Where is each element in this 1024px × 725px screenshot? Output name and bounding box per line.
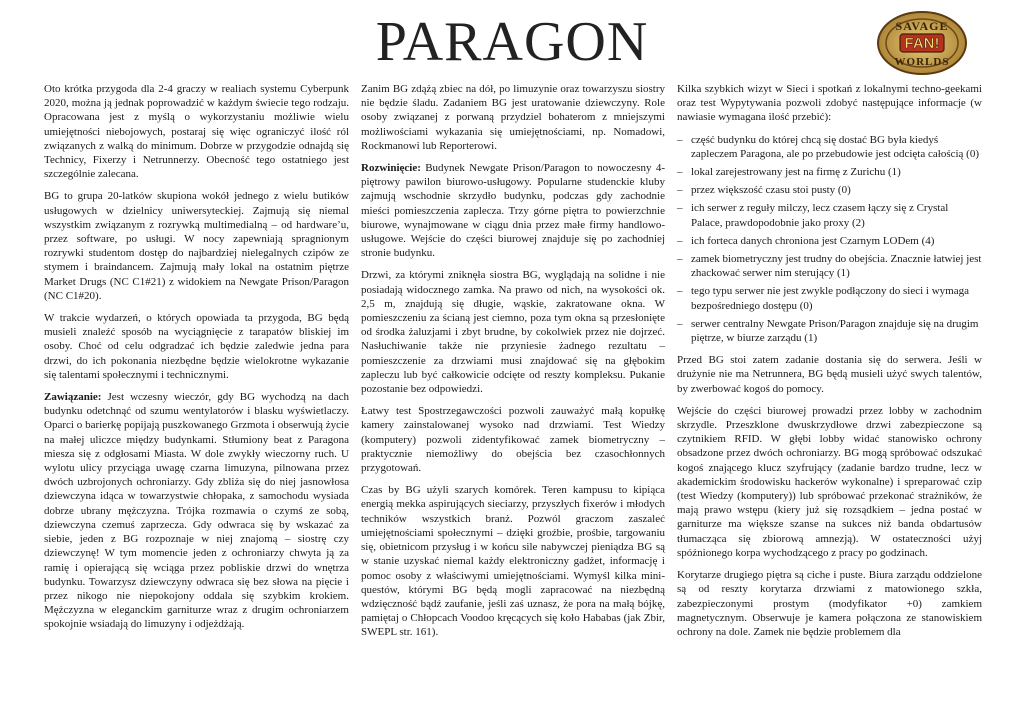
paragraph: [44, 390, 349, 631]
logo-bottom-text: WORLDS: [894, 56, 950, 68]
paragraph: W trakcie wydarzeń, o których opowiada ta przygoda, BG będą musieli znaleźć sposób na wyciągnięcie z tarapatów bliskiej im osoby. Choć od celu odgradzać ich będzie zaledwie jedna para drzwi, do ich pokonania niezbędne będzie wielokrotne wykazanie się talentami społecznymi i technicznymi.: [44, 312, 349, 381]
list-item: – ich serwer z reguły milczy, lecz czasem łączy się z Crystal Palace, prawdopodobnie jako proxy (2): [677, 201, 982, 229]
list-item: – część budynku do której chcą się dostać BG była kiedyś zapleczem Paragona, ale po przebudowie jest odcięta całością (0): [677, 133, 982, 161]
list-item: – serwer centralny Newgate Prison/Paragon znajduje się na drugim piętrze, w biurze zarządu (1): [677, 317, 982, 345]
info-list: [677, 133, 982, 346]
paragraph: Oto krótka przygoda dla 2-4 graczy w realiach systemu Cyberpunk 2020, można ją jednak poprowadzić w każdym świecie tego rodzaju. Opracowana jest z myślą o wykorzystaniu możliwie wielu umiejętności niebojowych, postaraj się więc ograniczyć ilość ról związanych z walką do minimum. Dobrze w przygodzie odnajdą się Technicy, Fixerzy i Netrunnerzy. Obecność tego ostatniego jest szczególnie zalecana.: [44, 83, 349, 181]
paragraph: Łatwy test Spostrzegawczości pozwoli zauważyć małą kopułkę kamery zainstalowanej wysoko nad drzwiami. Test Wiedzy (komputery) pozwoli zidentyfikować zamek biometryczny – praktycznie niemożliwy do obejścia bez czasochłonnych przygotowań.: [361, 405, 665, 475]
list-item: – zamek biometryczny jest trudny do obejścia. Znacznie łatwiej jest zhackować serwer nim sterujący (1): [677, 252, 982, 280]
paragraph: BG to grupa 20-latków skupiona wokół jednego z wielu butików usługowych w dzielnicy uniwersyteckiej. Zajmują się niemal wszystkim związanym z rozrywką multimedialną – od hardware’u, przez software, po usługi. W nocy zapewniają spragnionym rozrywki studentom dostęp do najbardziej nielegalnych czipów ze stymem i braindancem. Zajmują mały lokal na ostatnim piętrze Market Drugs (NC C1#21) z widokiem na Newgate Prison/Paragon (NC C1#20).: [44, 190, 349, 302]
paragraph: [361, 161, 665, 260]
section-lead: Zawiązanie:: [44, 391, 102, 404]
paragraph: Wejście do części biurowej prowadzi przez lobby w zachodnim skrzydle. Przeszklone dwuskrzydłowe drzwi zabezpieczone są czytnikiem RFID. W głębi lobby widać stanowisko ochrony obsadzone przez dwóch ochroniarzy. BG mogą spróbować odszukać kogoś znającego klucz szyfrujący (zadanie bardzo trudne, lecz w akademickim środowisku hackerów wykonalne) i spreparować czip (test Wiedzy (komputery)) lub spróbować przekonać strażników, że mają prawo wstępu (kiery już się rozsądkiem – jedna postać w garniturze ma większe szanse na sukces niż banda obdartusów tłumacząca się zbiorową amnezją). W ostateczności użyj spóźnionego korpa wychodzącego z pracy po godzinach.: [677, 404, 982, 559]
savage-worlds-fan-logo: [876, 10, 968, 76]
logo-middle-text: FAN!: [904, 35, 940, 52]
column-1: [44, 82, 349, 640]
list-item: – tego typu serwer nie jest zwykle podłączony do sieci i wymaga bezpośredniego dostępu (0): [677, 284, 982, 312]
paragraph: Czas by BG użyli szarych komórek. Teren kampusu to kipiąca energią mekka aspirujących sieciarzy, przyszłych fixerów i młodych techników wszystkich branż. Pozwól graczom zaszaleć umiejętnościami społecznymi – dzięki groźbie, prośbie, targowaniu się, obietnicom przysług i w końcu sile nabywczej pieniądza BG są w stanie uzyskać niemal każdy elektroniczny gadżet, informację i pomoc osoby z właściwymi umiejętnościami. Wymyśl kilka mini-questów, którymi BG będą mogli zapracować na niezbędną wdzięczność bądź zaufanie, jeśli zaś uznasz, że pora na małą bójkę, pamiętaj o Chłopcach Voodoo kręcących się koło Hababas (jak Zbir, SWEPL str. 161).: [361, 484, 665, 639]
column-3: [677, 82, 982, 647]
paragraph-body: Jest wczesny wieczór, gdy BG wychodzą na dach budynku odetchnąć od szumu wentylatorów i blasku wyświetlaczy. Oparci o barierkę popijają puszkowanego Grzmota i obserwują życie na małej uliczce między budynkami. Stłumiony beat z Paragona miesza się z odgłosami Miasta. W dole zwykły wieczorny ruch. U wylotu ulicy przyciąga uwagę czarna limuzyna, pilnowana przez dwóch uzbrojonych ochroniarzy. Gdy zbliża się do niej jasnowłosa dziewczyna idąca w towarzystwie chłopaka, z samochodu wysiada dobrze ubrany mężczyzna. Trójka rozmawia o czymś ze sobą, dziewczyna czemuś zaprzecza. Gdy odwraca się by wskazać za siebie, jeden z BG rozpoznaje w niej znajomą – siostrę czy dziewczynę! W tym momencie jeden z ochroniarzy chwyta ją za ramię i opierającą się wciąga przez pobliskie drzwi do wnętrza budynku. Towarzysz dziewczyny odwraca się bez słowa na pięcie i przez nikogo nie niepokojony oddala się szybkim krokiem. Mężczyzna w eleganckim garniturze wraz z drugim ochroniarzem spokojnie wsiadają do limuzyny i odjeżdżają.: [44, 391, 349, 631]
paragraph: Drzwi, za którymi zniknęła siostra BG, wyglądają na solidne i nie posiadają widocznego zamka. Na prawo od nich, na wysokości ok. 2,5 m, znajdują się długie, wąskie, zakratowane okna. W pomieszczeniu za ścianą jest ciemno, poza tym okna są przesłonięte od środka żaluzjami i zbyt brudne, by cokolwiek przez nie dojrzeć. Nasłuchiwanie także nie przyniesie żadnego rezultatu – pomieszczenie za drzwiami musi znajdować się na głębokim zapleczu lub być całkowicie odcięte od reszty kompleksu. Pukanie pozostanie bez odpowiedzi.: [361, 269, 665, 396]
list-item: – przez większość czasu stoi pusty (0): [677, 183, 982, 197]
paragraph: Zanim BG zdążą zbiec na dół, po limuzynie oraz towarzyszu siostry nie będzie śladu. Zadaniem BG jest uratowanie dziewczyny. Role osoby związanej z porwaną przydziel bohaterom z mniejszymi możliwościami wykazania się umiejętnościami, np. Nomadowi, Rockmanowi lub Reporterowi.: [361, 83, 665, 152]
paragraph: Przed BG stoi zatem zadanie dostania się do serwera. Jeśli w drużynie nie ma Netrunnera, BG będą musieli użyć swych talentów, by zwerbować kogoś do pomocy.: [677, 354, 982, 395]
page-title: PARAGON: [375, 11, 649, 73]
paragraph: Kilka szybkich wizyt w Sieci i spotkań z lokalnymi techno-geekami oraz test Wypytywania pozwoli zdobyć następujące informacje (w nawiasie wymagana ilość przebić):: [677, 83, 982, 124]
paragraph-body: Budynek Newgate Prison/Paragon to nowoczesny 4-piętrowy pawilon biurowo-usługowy. Popularne studenckie kluby zajmują wschodnie skrzydło budynku, podczas gdy zachodnie mieści pomieszczenia zaplecza. Trzy górne piętra to powierzchnie biurowe, wynajmowane w ciągu dnia przez małe firmy handlowo-usługowe. Wejście do części biurowej znajduje się po zachodniej stronie budynku.: [361, 162, 665, 260]
section-lead: Rozwinięcie:: [361, 162, 421, 175]
column-2: [361, 82, 665, 648]
list-item: – lokal zarejestrowany jest na firmę z Zurichu (1): [677, 165, 982, 179]
logo-top-text: SAVAGE: [895, 19, 949, 33]
list-item: – ich forteca danych chroniona jest Czarnym LODem (4): [677, 234, 982, 248]
paragraph: Korytarze drugiego piętra są ciche i puste. Biura zarządu oddzielone są od reszty korytarza drzwiami z matowionego szkła, zabezpieczonymi prostym (modyfikator +0) zamkiem magnetycznym. Obserwuje je kamera połączona ze stanowiskiem ochrony na dole. Zamek nie będzie problemem dla: [677, 569, 982, 638]
